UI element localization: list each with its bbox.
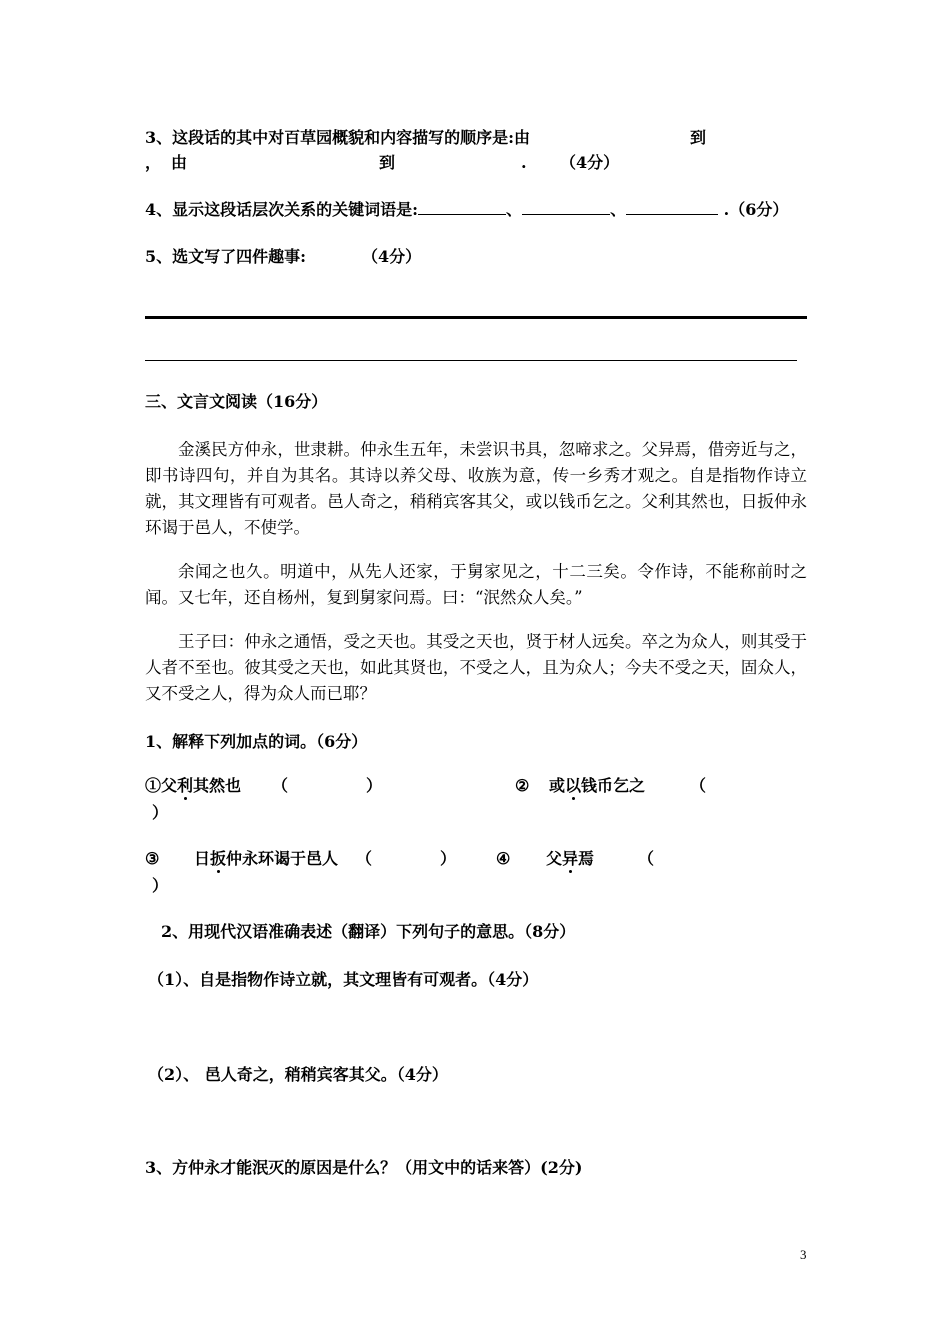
cq2-title: 2、用现代汉语准确表述（翻译）下列句子的意思。（8分） xyxy=(161,922,576,941)
cq1-item-2: 或以钱币乞之 xyxy=(549,776,646,795)
q3-line2-period: . xyxy=(521,153,527,172)
q5-text: 5、选文写了四件趣事: xyxy=(145,247,307,266)
cq2-sentence-1: （1）、自是指物作诗立就，其文理皆有可观者。（4分） xyxy=(148,970,539,989)
cq1-title: 1、解释下列加点的词。（6分） xyxy=(145,732,368,751)
q4-text: 4、显示这段话层次关系的关键词语是: xyxy=(145,200,419,219)
section3-title: 三、文言文阅读（16分） xyxy=(145,392,328,411)
q5-score: （4分） xyxy=(362,247,422,266)
cq1-item-2-open: （ xyxy=(690,776,707,795)
cq3-text: 3、方仲永才能泯灭的原因是什么？（用文中的话来答）(2分) xyxy=(145,1158,583,1177)
cq2-sentence-2: （2）、 邑人奇之，稍稍宾客其父。（4分） xyxy=(148,1065,448,1084)
cq1-item-3-dotted: 扳 xyxy=(210,849,227,868)
q4-blank-2 xyxy=(522,200,610,215)
q3-line2-comma: ， xyxy=(145,153,162,172)
q3-line1-to: 到 xyxy=(690,128,707,147)
cq1-item-3-num: ③ xyxy=(145,849,160,868)
q4-score: .（6分） xyxy=(723,200,789,219)
cq1-item-4: 父异焉 xyxy=(546,849,595,868)
q4-line xyxy=(145,200,788,220)
q4-sep-1: 、 xyxy=(506,200,523,219)
cq1-item-1-open: （ xyxy=(272,776,289,795)
cq1-item-4-num: ④ xyxy=(496,849,511,868)
cq1-item-4-close: ） xyxy=(152,876,169,895)
cq1-item-4-open: （ xyxy=(638,849,655,868)
cq1-item-1-close: ） xyxy=(366,776,383,795)
answer-line-2 xyxy=(145,360,797,361)
q3-line2-to: 到 xyxy=(379,153,396,172)
cq1-item-3-close: ） xyxy=(440,849,457,868)
cq1-item-2-dotted: 以 xyxy=(565,776,582,795)
page-number: 3 xyxy=(800,1247,807,1262)
q3-score: （4分） xyxy=(560,153,620,172)
q3-line2-from: 由 xyxy=(171,153,188,172)
cq1-item-3-open: （ xyxy=(356,849,373,868)
q4-blank-3 xyxy=(626,200,718,215)
cq1-item-4-dotted: 异 xyxy=(562,849,579,868)
passage-paragraph-2: 余闻之也久。明道中，从先人还家，于舅家见之，十二三矣。令作诗，不能称前时之闻。又七年，还自杨州，复到舅家问焉。曰：“泯然众人矣。” xyxy=(145,562,807,607)
cq1-item-1: ①父利其然也 xyxy=(145,776,242,795)
passage-paragraph-1: 金溪民方仲永，世隶耕。仲永生五年，未尝识书具，忽啼求之。父异焉，借旁近与之，即书诗四句，并自为其名。其诗以养父母、收族为意，传一乡秀才观之。自是指物作诗立就，其文理皆有可观者。邑人奇之，稍稍宾客其父，或以钱币乞之。父利其然也，日扳仲永环谒于邑人，不使学。 xyxy=(145,440,807,537)
cq1-item-2-num: ② xyxy=(515,776,530,795)
passage-paragraph-3: 王子曰：仲永之通悟，受之天也。其受之天也，贤于材人远矣。卒之为众人，则其受于人者不至也。彼其受之天也，如此其贤也，不受之人，且为众人；今夫不受之天，固众人，又不受之人，得为众人而已耶？ xyxy=(145,632,807,703)
cq1-item-2-close: ） xyxy=(152,803,169,822)
cq1-item-1-dotted: 利 xyxy=(177,776,194,795)
q4-sep-2: 、 xyxy=(610,200,627,219)
answer-line-1 xyxy=(145,316,807,319)
q4-blank-1 xyxy=(418,200,506,215)
q3-line1-text: 3、这段话的其中对百草园概貌和内容描写的顺序是:由 xyxy=(145,128,531,147)
cq1-item-3: 日扳仲永环谒于邑人 xyxy=(194,849,339,868)
